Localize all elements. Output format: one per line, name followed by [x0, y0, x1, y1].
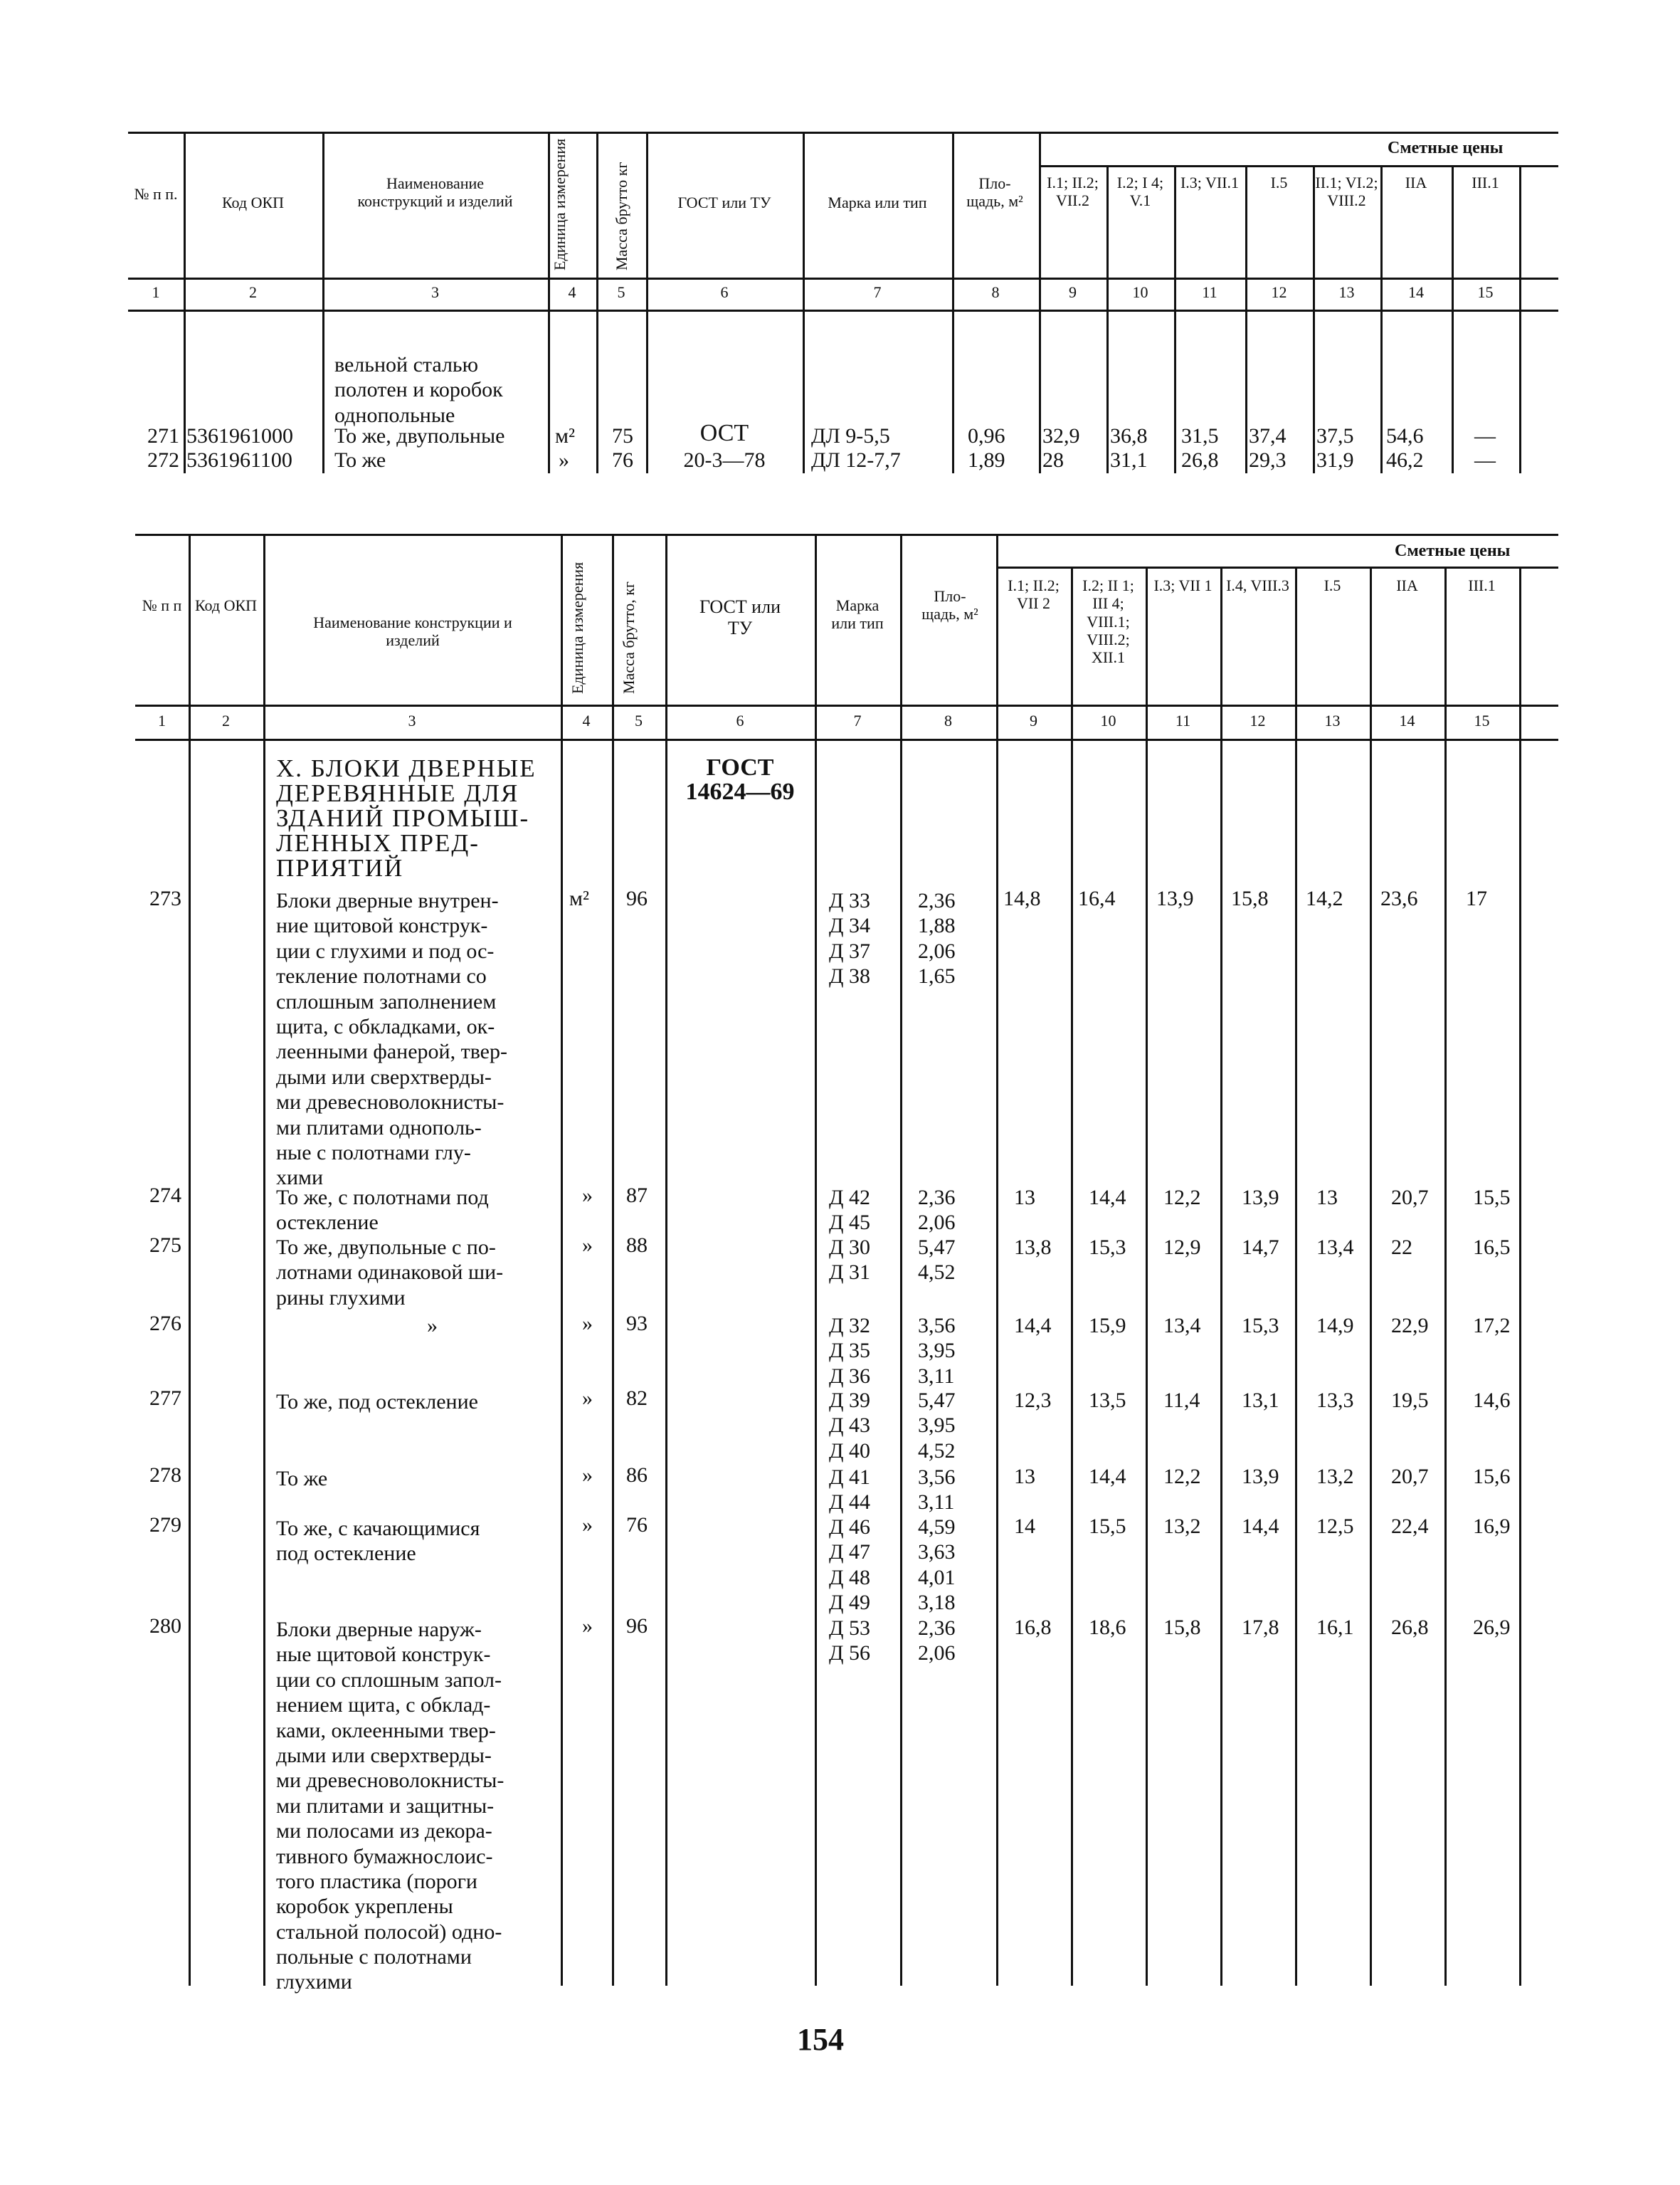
t2-h-unit: Единица измерения [569, 562, 586, 694]
row-price: 37,5 [1316, 424, 1354, 448]
row-name: То же, под остекление [276, 1390, 478, 1413]
t2-vline [1220, 567, 1222, 1986]
t1-colnum: 14 [1408, 283, 1424, 301]
t1-h-area: Пло- щадь, м² [966, 174, 1023, 211]
row-mark: ДЛ 9-5,5 [811, 424, 890, 448]
t1-h-zone: II.1; VI.2; VIII.2 [1315, 174, 1378, 210]
t2-prices-rule [996, 567, 1558, 569]
t2-h-zone: III.1 [1468, 576, 1496, 594]
row-price: 13 [1014, 1465, 1035, 1488]
row-price: 14 [1014, 1515, 1035, 1538]
t2-colnum: 11 [1175, 712, 1191, 730]
t2-colnum: 6 [736, 712, 744, 730]
row-price: 32,9 [1042, 424, 1080, 448]
row-price: 14,6 [1473, 1389, 1511, 1412]
t1-colnum: 4 [568, 283, 576, 301]
t1-vline [184, 132, 186, 473]
t1-cont-text: вельной сталью полотен и коробок однопольные [334, 353, 503, 427]
row-price: 13 [1014, 1186, 1035, 1209]
row-price: 31,5 [1181, 424, 1219, 448]
row-mass: 82 [626, 1386, 648, 1410]
t1-colnum: 8 [991, 283, 1000, 301]
row-no: 273 [149, 887, 181, 910]
row-marks: Д 41 Д 44 [829, 1465, 870, 1515]
row-areas: 4,59 3,63 4,01 3,18 [918, 1515, 956, 1615]
t1-vline [1313, 165, 1315, 473]
t2-colnum: 4 [582, 712, 591, 730]
row-unit: м² [555, 424, 575, 448]
row-areas: 5,47 3,95 4,52 [918, 1389, 956, 1463]
row-price: 13,3 [1316, 1389, 1354, 1412]
row-price: 12,5 [1316, 1515, 1354, 1538]
row-mass: 96 [626, 887, 648, 910]
t1-h-zone: I.1; II.2; VII.2 [1047, 174, 1099, 210]
section-gost: ГОСТ 14624—69 [685, 754, 795, 805]
t2-colnum: 1 [158, 712, 166, 730]
t2-colnum-rule [135, 739, 1558, 741]
row-no: 279 [149, 1513, 181, 1537]
row-mass: 76 [626, 1513, 648, 1537]
t2-h-prices: Сметные цены [1395, 542, 1511, 560]
row-unit: » [582, 1184, 593, 1207]
row-gost: 20-3—78 [683, 448, 766, 472]
row-price: 13,2 [1316, 1465, 1354, 1488]
t1-top-rule [128, 132, 1558, 134]
row-price: 54,6 [1386, 424, 1424, 448]
t1-header-rule [128, 278, 1558, 280]
t1-colnum: 11 [1202, 283, 1217, 301]
row-price: 16,5 [1473, 1236, 1511, 1259]
row-code: 5361961100 [186, 448, 292, 472]
t1-colnum: 1 [152, 283, 160, 301]
t2-colnum: 3 [408, 712, 416, 730]
row-price: 13,5 [1089, 1389, 1126, 1412]
t1-colnum-rule [128, 310, 1558, 312]
t1-h-mass: Масса брутто кг [613, 162, 630, 270]
t2-colnum: 8 [944, 712, 952, 730]
t1-vline [1245, 165, 1247, 473]
t1-colnum: 6 [720, 283, 729, 301]
row-mass: 87 [626, 1184, 648, 1207]
row-price: 17 [1466, 887, 1487, 910]
row-marks: Д 39 Д 43 Д 40 [829, 1389, 870, 1463]
row-unit: » [582, 1614, 593, 1638]
row-name: То же [334, 448, 386, 472]
t2-top-rule [135, 534, 1558, 536]
t2-vline [996, 534, 998, 1986]
row-name: То же, двупольные с по- лотнами одинаковой ши- рины глухими [276, 1236, 504, 1310]
row-unit: » [582, 1233, 593, 1257]
row-price: 15,9 [1089, 1314, 1126, 1337]
row-price: 28 [1042, 448, 1064, 472]
t1-vline [952, 132, 954, 473]
row-no: 272 [147, 448, 179, 472]
row-price: 13,9 [1242, 1186, 1279, 1209]
t1-h-mark: Марка или тип [828, 194, 927, 211]
row-areas: 3,56 3,11 [918, 1465, 956, 1515]
row-no: 280 [149, 1614, 181, 1638]
t1-colnum: 10 [1132, 283, 1148, 301]
row-code: 5361961000 [186, 424, 293, 448]
t1-h-zone: I.3; VII.1 [1180, 174, 1240, 191]
row-mass: 96 [626, 1614, 648, 1638]
t2-h-zone: I.4, VIII.3 [1226, 576, 1289, 594]
row-price: — [1474, 448, 1496, 472]
t1-colnum: 5 [617, 283, 625, 301]
row-price: 17,2 [1473, 1314, 1511, 1337]
t2-colnum: 15 [1474, 712, 1490, 730]
row-price: 14,4 [1089, 1186, 1126, 1209]
t2-header-rule [135, 705, 1558, 707]
t1-colnum: 2 [249, 283, 257, 301]
row-marks: Д 30 Д 31 [829, 1236, 870, 1285]
t2-colnum: 2 [222, 712, 230, 730]
row-mass: 86 [626, 1463, 648, 1487]
row-price: 29,3 [1249, 448, 1287, 472]
t1-colnum: 9 [1069, 283, 1077, 301]
row-unit: » [582, 1513, 593, 1537]
t1-colnum: 3 [431, 283, 439, 301]
t2-h-zone: I.5 [1324, 576, 1341, 594]
row-marks: Д 42 Д 45 [829, 1186, 870, 1235]
row-price: 13,4 [1316, 1236, 1354, 1259]
t2-h-zone: I.3; VII 1 [1153, 576, 1213, 594]
t1-vline [596, 132, 598, 473]
t2-h-mass: Масса брутто, кг [620, 581, 638, 694]
t2-vline [900, 534, 902, 1986]
t2-h-mark: Марка или тип [831, 596, 884, 633]
t1-h-gost: ГОСТ или ТУ [677, 194, 771, 211]
row-price: 13,4 [1163, 1314, 1201, 1337]
t1-h-zone: I.2; I 4; V.1 [1116, 174, 1164, 210]
row-price: 15,6 [1473, 1465, 1511, 1488]
t2-h-code: Код ОКП [194, 596, 258, 614]
row-mark: ДЛ 12-7,7 [811, 448, 901, 472]
row-areas: 5,47 4,52 [918, 1236, 956, 1285]
row-name: Блоки дверные внутрен- ние щитовой конструк- ции с глухими и под ос- текление полотнами со сплошным заполнением щита, с обкладками, ок- леенными фанерой, твер- дыми или сверхтверды- ми древесноволокнисты- ми плитами однополь- ные с полотнами глу- хими [276, 889, 507, 1190]
row-price: 12,9 [1163, 1236, 1201, 1259]
t2-h-gost: ГОСТ или ТУ [699, 596, 781, 638]
t2-vline [1519, 567, 1521, 1986]
row-price: 20,7 [1391, 1465, 1429, 1488]
row-price: 11,4 [1163, 1389, 1200, 1412]
row-price: 23,6 [1380, 887, 1418, 910]
t1-h-zone: III.1 [1472, 174, 1499, 191]
row-no: 274 [149, 1184, 181, 1207]
row-area: 0,96 [968, 424, 1005, 448]
t1-h-prices: Сметные цены [1388, 139, 1504, 157]
t2-vline [1295, 567, 1297, 1986]
row-price: 15,5 [1089, 1515, 1126, 1538]
row-no: 278 [149, 1463, 181, 1487]
row-price: 16,8 [1014, 1616, 1052, 1639]
row-price: 14,4 [1089, 1465, 1126, 1488]
row-price: 14,9 [1316, 1314, 1354, 1337]
t2-vline [815, 534, 817, 1986]
row-price: 12,3 [1014, 1389, 1052, 1412]
row-price: 37,4 [1249, 424, 1287, 448]
row-unit: » [582, 1463, 593, 1487]
row-price: 14,4 [1242, 1515, 1279, 1538]
t2-vline [1370, 567, 1372, 1986]
row-price: 31,1 [1110, 448, 1148, 472]
t1-vline [1452, 165, 1454, 473]
row-price: 18,6 [1089, 1616, 1126, 1639]
row-price: 16,1 [1316, 1616, 1354, 1639]
t2-colnum: 7 [853, 712, 862, 730]
t1-vline [1380, 165, 1383, 473]
row-areas: 2,36 2,06 [918, 1616, 956, 1665]
row-areas: 2,36 2,06 [918, 1186, 956, 1235]
row-mass: 76 [612, 448, 633, 472]
row-price: 26,8 [1181, 448, 1219, 472]
row-price: 19,5 [1391, 1389, 1429, 1412]
t2-colnum: 9 [1030, 712, 1037, 730]
row-mass: 75 [612, 424, 633, 448]
row-price: 31,9 [1316, 448, 1354, 472]
row-areas: 2,36 1,88 2,06 1,65 [918, 889, 956, 989]
row-name: Блоки дверные наруж- ные щитовой конструк- ции со сплошным запол- нением щита, с обклад- ками, оклеенными твер- дыми или сверхтверды- ми древесноволокнисты- ми плитами и защитны- ми полосами из декора- тивного бумажнослоис- того пластика (пороги коробок укреплены стальной полосой) одно- польные с полотнами глухими [276, 1618, 504, 1994]
t2-colnum: 12 [1250, 712, 1266, 730]
row-mass: 88 [626, 1233, 648, 1257]
t2-vline [612, 534, 614, 1986]
row-price: 22 [1391, 1236, 1412, 1259]
row-name: То же [276, 1467, 328, 1490]
row-price: 15,8 [1163, 1616, 1201, 1639]
row-unit: м² [569, 887, 589, 910]
row-name: То же, двупольные [334, 424, 505, 448]
t1-colnum: 12 [1271, 283, 1287, 301]
t2-colnum: 13 [1324, 712, 1341, 730]
row-price: 14,7 [1242, 1236, 1279, 1259]
row-price: 46,2 [1386, 448, 1424, 472]
row-price: 14,4 [1014, 1314, 1052, 1337]
row-marks: Д 46 Д 47 Д 48 Д 49 [829, 1515, 870, 1615]
t2-h-zone: I.2; II 1; III 4; VIII.1; VIII.2; XII.1 [1082, 576, 1134, 667]
t1-h-zone: IIA [1405, 174, 1427, 191]
t1-vline [1174, 165, 1176, 473]
t1-colnum: 13 [1338, 283, 1355, 301]
t2-colnum: 10 [1100, 712, 1116, 730]
t2-vline [263, 534, 265, 1986]
row-marks: Д 33 Д 34 Д 37 Д 38 [829, 889, 870, 989]
t1-vline [322, 132, 324, 473]
row-name: То же, с качающимися под остекление [276, 1517, 480, 1566]
t1-colnum: 7 [873, 283, 882, 301]
t1-h-unit: Единица измерения [551, 138, 569, 270]
t1-h-code: Код ОКП [221, 194, 285, 211]
row-price: 12,2 [1163, 1465, 1201, 1488]
row-areas: 3,56 3,95 3,11 [918, 1314, 956, 1388]
row-no: 275 [149, 1233, 181, 1257]
row-price: 16,4 [1078, 887, 1116, 910]
row-price: 13,1 [1242, 1389, 1279, 1412]
row-marks: Д 32 Д 35 Д 36 [829, 1314, 870, 1388]
t1-h-zone: I.5 [1270, 174, 1288, 191]
row-price: 22,4 [1391, 1515, 1429, 1538]
row-price: 13,8 [1014, 1236, 1052, 1259]
row-price: 16,9 [1473, 1515, 1511, 1538]
row-name: То же, с полотнами под остекление [276, 1186, 489, 1235]
row-name: » [427, 1314, 438, 1337]
t2-colnum: 5 [635, 712, 643, 730]
row-unit: » [582, 1386, 593, 1410]
t1-vline [1106, 165, 1109, 473]
row-price: 26,9 [1473, 1616, 1511, 1639]
row-price: 15,3 [1242, 1314, 1279, 1337]
row-unit: » [582, 1312, 593, 1335]
row-price: 13,9 [1156, 887, 1194, 910]
row-no: 271 [147, 424, 179, 448]
t1-vline [803, 132, 805, 473]
row-price: 20,7 [1391, 1186, 1429, 1209]
t2-h-zone: IIA [1396, 576, 1418, 594]
row-price: 17,8 [1242, 1616, 1279, 1639]
row-price: 15,3 [1089, 1236, 1126, 1259]
row-area: 1,89 [968, 448, 1005, 472]
t1-prices-rule [1039, 165, 1558, 167]
row-price: — [1474, 424, 1496, 448]
t2-h-name: Наименование конструкции и изделий [313, 614, 512, 650]
row-price: 13 [1316, 1186, 1338, 1209]
row-marks: Д 53 Д 56 [829, 1616, 870, 1665]
row-mass: 93 [626, 1312, 648, 1335]
t2-h-area: Пло- щадь, м² [921, 587, 978, 623]
t2-colnum: 14 [1399, 712, 1415, 730]
row-price: 13,2 [1163, 1515, 1201, 1538]
row-gost: ОСТ [699, 420, 749, 446]
row-price: 14,2 [1306, 887, 1343, 910]
t2-vline [1444, 567, 1447, 1986]
row-no: 277 [149, 1386, 181, 1410]
row-price: 13,9 [1242, 1465, 1279, 1488]
page-number: 154 [797, 2022, 844, 2057]
t2-vline [189, 534, 191, 1986]
t2-vline [665, 534, 667, 1986]
row-price: 12,2 [1163, 1186, 1201, 1209]
row-price: 14,8 [1003, 887, 1041, 910]
t1-h-name: Наименование конструкций и изделий [357, 174, 513, 211]
t1-h-no: № п п. [134, 185, 178, 203]
t1-vline [1519, 165, 1521, 473]
t2-vline [1071, 567, 1073, 1986]
row-price: 15,8 [1231, 887, 1269, 910]
row-price: 22,9 [1391, 1314, 1429, 1337]
row-price: 15,5 [1473, 1186, 1511, 1209]
row-unit: » [559, 448, 569, 472]
section-title: X. БЛОКИ ДВЕРНЫЕ ДЕРЕВЯННЫЕ ДЛЯ ЗДАНИЙ ПРОМЫШ- ЛЕННЫХ ПРЕД- ПРИЯТИЙ [276, 754, 537, 882]
t2-vline [561, 534, 563, 1986]
t2-h-zone: I.1; II.2; VII 2 [1008, 576, 1060, 613]
t2-h-no: № п п [142, 596, 182, 614]
row-price: 36,8 [1110, 424, 1148, 448]
t1-colnum: 15 [1477, 283, 1494, 301]
t1-vline [548, 132, 550, 473]
row-price: 26,8 [1391, 1616, 1429, 1639]
row-no: 276 [149, 1312, 181, 1335]
t2-vline [1146, 567, 1148, 1986]
